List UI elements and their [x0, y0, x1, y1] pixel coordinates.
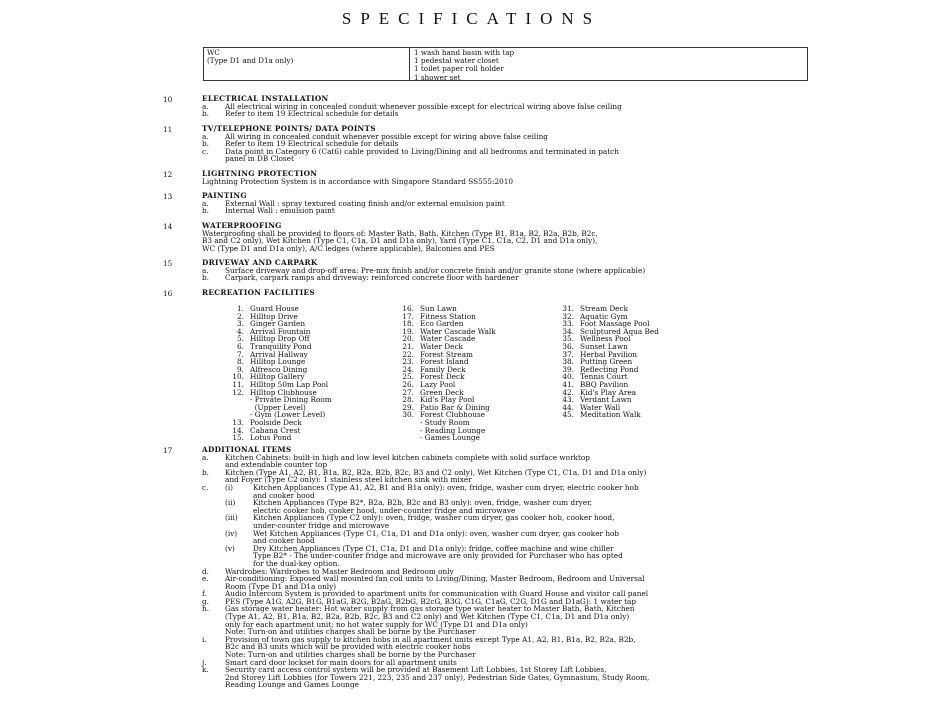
facility-number: 3. [237, 319, 244, 329]
item-sublabel: (i) [225, 482, 234, 492]
facility-number: 8. [237, 357, 244, 367]
item-label [202, 499, 225, 507]
item-text: Air-conditioning: Exposed wall mounted fan coil units to Living/Dining, Master Bedroom, Bedroom and Universal [225, 574, 645, 584]
item-text: Kitchen Appliances (Type C2 only): oven, fridge, washer cum dryer, gas cooker hob, cooker hood, [253, 513, 615, 523]
item-text: Refer to item 19 Electrical schedule for details [225, 139, 399, 149]
table-divider [409, 48, 410, 80]
section-number: 12 [163, 170, 173, 179]
item-sublabel: (ii) [225, 498, 236, 508]
facility-name: Tranquility Pond [250, 341, 312, 351]
facility-name: Alfresco Dining [250, 364, 308, 374]
facility-name: (Upper Level) [250, 402, 306, 412]
facility-name: - Gym (Lower Level) [250, 410, 326, 420]
item-label [202, 681, 225, 689]
facility-name: Arrival Fountain [250, 326, 311, 336]
item-text: Surface driveway and drop-off area: Pre-mix finish and/or concrete finish and/or granite stone (where applicable) [225, 265, 646, 275]
item-label [202, 674, 225, 682]
item-text: (Type A1, A2, B1, B1a, B2, B2a, B2b, B2c, B3 and C2 only) and Wet Kitchen (Type C1, C1a, D1 and D1a only) [225, 612, 630, 622]
facility-number: 18. [402, 319, 414, 329]
item-text: 2nd Storey Lift Lobbies (for Towers 221, 223, 235 and 237 only), Pedestrian Side Gates, Gymnasium, Study Room, [225, 672, 650, 682]
section-number: 16 [163, 289, 173, 298]
facility-name: Hilltop 50m Lap Pool [250, 379, 329, 389]
facility-number: 10. [232, 372, 244, 382]
facility-name: Forest Island [420, 357, 469, 367]
item-label: a. [202, 265, 209, 275]
item-text: Dry Kitchen Appliances (Type C1, C1a, D1 and D1a only): fridge, coffee machine and wine chiller [253, 543, 614, 553]
section-heading: ADDITIONAL ITEMS [202, 445, 292, 454]
facility-name: Water Cascade Walk [420, 326, 496, 336]
facility-number: 17. [402, 311, 414, 321]
item-text: PES (Type A1G, A2G, B1G, B1aG, B2G, B2aG, B2bG, B2cG, B3G, C1G, C1aG, C2G, D1G and D1aG): 1 water tap [225, 596, 637, 606]
item-text: Kitchen Cabinets: built-in high and low level kitchen cabinets complete with solid surface worktop [225, 452, 590, 462]
facility-name: - Reading Lounge [420, 425, 486, 435]
item-text: External Wall : spray textured coating finish and/or external emulsion paint [225, 198, 505, 208]
item-text: Internal Wall : emulsion paint [225, 206, 335, 216]
item-text: Carpark, carpark ramps and driveway: reinforced concrete floor with hardener [225, 273, 519, 283]
facility-name: - Games Lounge [420, 433, 480, 443]
facility-name: Sculptured Aqua Bed [580, 326, 659, 336]
facility-number: 32. [562, 311, 574, 321]
facility-number: 19. [402, 326, 414, 336]
item-text: only for each apartment unit; no hot water supply for WC (Type D1 and D1a only) [225, 619, 528, 629]
facility-name: Lazy Pool [420, 379, 456, 389]
table-cell-text: 1 toilet paper roll holder [414, 64, 504, 74]
facility-name: Water Cascade [420, 334, 476, 344]
item-label: k. [202, 665, 209, 675]
facility-number: 45. [562, 410, 574, 420]
section-waterproofing [202, 222, 802, 252]
section-heading: LIGHTNING PROTECTION [202, 169, 318, 178]
section-number: 14 [163, 222, 173, 231]
item-label: d. [202, 566, 209, 576]
item-label: b. [202, 206, 209, 216]
item-text: Gas storage water heater: Hot water supply from gas storage type water heater to Master Bath, Bath, Kitchen [225, 604, 635, 614]
item-text: Audio Intercom System is provided to apartment units for communication with Guard House and visitor call panel [225, 589, 649, 599]
facility-number: 2. [237, 311, 244, 321]
facility-number: 26. [402, 379, 414, 389]
facility-number: 7. [237, 349, 244, 359]
facility-number: 29. [402, 402, 414, 412]
item-text: B2c and B3 units which will be provided with electric cooker hobs [225, 642, 471, 652]
facility-number: 40. [562, 372, 574, 382]
section-number: 10 [163, 95, 173, 104]
item-text: B3 and C2 only), Wet Kitchen (Type C1, C1a, D1 and D1a only), Yard (Type C1, C1a, C2, D1 and D1a only), [202, 236, 598, 246]
item-label: f. [202, 589, 207, 599]
item-text: electric cooker hob, cooker hood, under-counter fridge and microwave [253, 505, 516, 515]
facility-name: Hilltop Drive [250, 311, 298, 321]
item-label [202, 552, 225, 560]
item-text: Wet Kitchen Appliances (Type C1, C1a, D1 and D1a only): oven, washer cum dryer, gas cooker hob [253, 528, 620, 538]
section-heading: WATERPROOFING [202, 221, 282, 230]
item-label: g. [202, 596, 209, 606]
section-number: 15 [163, 259, 173, 268]
item-text: panel in DB Closet [225, 154, 294, 164]
item-text: Wardrobes: Wardrobes to Master Bedroom and Bedroom only [225, 566, 454, 576]
section-additional-items [202, 446, 802, 689]
facility-number: 22. [402, 349, 414, 359]
item-label: c. [202, 482, 209, 492]
recreation-column-2 [394, 305, 496, 442]
item-text: Waterproofing shall be provided to floors of: Master Bath, Bath, Kitchen (Type B1, B1a, B2, B2a, B2b, B2c, [202, 228, 598, 238]
facility-name: Poolside Deck [250, 417, 302, 427]
facility-item [554, 411, 659, 419]
item-text: and extendable counter top [225, 460, 328, 470]
section-driveway [202, 259, 802, 282]
facility-name: - Study Room [420, 417, 470, 427]
additional-items-list [202, 454, 802, 689]
item-sublabel [225, 552, 253, 560]
item-text: Note: Turn-on and utilities charges shall be borne by the Purchaser [225, 650, 476, 660]
facility-number: 11. [232, 379, 244, 389]
section-heading: RECREATION FACILITIES [202, 288, 315, 297]
table-cell-text: (Type D1 and D1a only) [207, 56, 294, 66]
facility-name: Forest Clubhouse [420, 410, 486, 420]
section-number: 17 [163, 446, 173, 455]
facility-name: Hilltop Clubhouse [250, 387, 317, 397]
facility-number: 43. [562, 395, 574, 405]
facility-name: Hilltop Lounge [250, 357, 306, 367]
facility-name: - Private Dining Room [250, 395, 332, 405]
facility-name: Sun Lawn [420, 304, 457, 313]
item-text: Type B2* - The under-counter fridge and microwave are only provided for Purchaser who has opted [253, 551, 623, 561]
item-label [202, 621, 225, 629]
item-text: Kitchen (Type A1, A2, B1, B1a, B2, B2a, B2b, B2c, B3 and C2 only), Wet Kitchen (Type C1, C1a, D1 and D1a only) [225, 467, 647, 477]
facility-number: 14. [232, 425, 244, 435]
facility-number: 42. [562, 387, 574, 397]
facility-name: Water Wall [580, 402, 621, 412]
facility-number: 23. [402, 357, 414, 367]
item-text: under-counter fridge and microwave [253, 520, 390, 530]
item-label [202, 522, 225, 530]
section-heading: PAINTING [202, 191, 247, 200]
facility-name: Stream Deck [580, 304, 629, 313]
item-label: h. [202, 604, 210, 614]
facility-name: Kid's Play Pool [420, 395, 475, 405]
table-cell-text: WC [207, 48, 220, 57]
section-painting [202, 192, 802, 215]
table-cell-text: 1 pedestal water closet [414, 56, 499, 66]
facility-number: 1. [237, 304, 244, 313]
item-text: Security card access control system will be provided at Basement Lift Lobbies, 1st Storey Lift Lobbies, [225, 665, 607, 675]
facility-item [224, 434, 332, 442]
item-text: Reading Lounge and Games Lounge [225, 680, 359, 690]
facility-name: Patio Bar & Dining [420, 402, 490, 412]
facility-number: 25. [402, 372, 414, 382]
facility-number: 34. [562, 326, 574, 336]
section-tv-telephone [202, 125, 802, 163]
facility-number: 20. [402, 334, 414, 344]
facility-name: Forest Stream [420, 349, 473, 359]
facility-number: 13. [232, 417, 244, 427]
facility-name: Lotus Pond [250, 433, 292, 443]
item-label: b. [202, 467, 209, 477]
table-cell-text: 1 shower set [414, 72, 461, 82]
item-label: c. [202, 146, 209, 156]
section-lightning [202, 170, 802, 185]
item-text: WC (Type D1 and D1a only), A/C ledges (where applicable), Balconies and PES [202, 243, 495, 253]
item-label [202, 492, 225, 500]
recreation-column-3 [554, 305, 659, 419]
item-sublabel: (v) [225, 543, 235, 553]
facility-name: Forest Deck [420, 372, 465, 382]
facility-number: 12. [232, 387, 244, 397]
facility-number: 27. [402, 387, 414, 397]
facility-number: 21. [402, 341, 414, 351]
item-label [202, 514, 225, 522]
table-right-cell [414, 49, 514, 82]
section-electrical [202, 95, 802, 118]
item-text: Refer to item 19 Electrical schedule for details [225, 109, 399, 119]
facility-name: Meditation Walk [580, 410, 641, 420]
facility-number: 4. [237, 326, 244, 336]
facility-number: 28. [402, 395, 414, 405]
facility-name: Aquatic Gym [580, 311, 628, 321]
wc-spec-table [203, 47, 808, 81]
item-text: Data point in Category 6 (Cat6) cable provided to Living/Dining and all bedrooms and terminated in patch [225, 146, 619, 156]
facility-name: Kid's Play Area [580, 387, 636, 397]
recreation-column-1 [224, 305, 332, 442]
facility-name: Sunset Lawn [580, 341, 628, 351]
item-text: All electrical wiring in concealed conduit whenever possible except for electrical wiring above false ceiling [225, 101, 622, 111]
facility-name: Green Deck [420, 387, 464, 397]
item-label: i. [202, 634, 207, 644]
facility-name: Putting Green [580, 357, 633, 367]
facility-name: Tennis Court [580, 372, 628, 382]
facility-number: 35. [562, 334, 574, 344]
item-text: and Foyer (Type C2 only): 1 stainless steel kitchen sink with mixer [225, 475, 472, 485]
facility-name: Arrival Hallway [250, 349, 308, 359]
item-label: j. [202, 657, 207, 667]
item-text: for the dual-key option. [253, 558, 340, 568]
facility-name: Reflecting Pond [580, 364, 639, 374]
facility-name: Family Deck [420, 364, 466, 374]
section-heading: TV/TELEPHONE POINTS/ DATA POINTS [202, 124, 376, 133]
facility-number: 5. [237, 334, 244, 344]
facility-number: 9. [237, 364, 244, 374]
item-label: a. [202, 198, 209, 208]
page-title: SPECIFICATIONS [341, 9, 602, 28]
facility-item [394, 434, 496, 442]
facility-name: Fitness Station [420, 311, 476, 321]
facility-number: 30. [402, 410, 414, 420]
item-text: Provision of town gas supply to kitchen hobs in all apartment units except Type A1, A2, B1, B1a, B2, B2a, B2b, [225, 634, 636, 644]
section-recreation [202, 289, 802, 297]
item-text: Note: Turn-on and utilities charges shall be borne by the Purchaser [225, 627, 476, 637]
facility-name: Hilltop Gallery [250, 372, 305, 382]
facility-name: Herbal Pavilion [580, 349, 637, 359]
facility-name: Verdant Lawn [580, 395, 632, 405]
facility-number: 41. [562, 379, 574, 389]
facility-number: 37. [562, 349, 574, 359]
item-label: b. [202, 139, 209, 149]
section-heading: ELECTRICAL INSTALLATION [202, 94, 329, 103]
item-text: Lightning Protection System is in accordance with Singapore Standard SS555:2010 [202, 176, 514, 186]
item-sublabel: (iv) [225, 528, 238, 538]
item-sublabel: (iii) [225, 513, 238, 523]
item-text: and cooker hood [253, 536, 315, 546]
facility-number: 24. [402, 364, 414, 374]
facility-name: Eco Garden [420, 319, 464, 329]
facility-name: Guard House [250, 304, 299, 313]
item-label [202, 613, 225, 621]
facility-name: BBQ Pavilion [580, 379, 629, 389]
facility-number: 44. [562, 402, 574, 412]
item-label [202, 507, 225, 515]
item-text: and cooker hood [253, 490, 315, 500]
item-label: a. [202, 452, 209, 462]
section-heading: DRIVEWAY AND CARPARK [202, 258, 318, 267]
section-number: 13 [163, 192, 173, 201]
item-text: Room (Type D1 and D1a only) [225, 581, 337, 591]
facility-name: Cabana Crest [250, 425, 301, 435]
item-label [202, 530, 225, 538]
table-left-cell [207, 49, 293, 65]
item-label [202, 545, 225, 553]
item-label: e. [202, 574, 209, 584]
table-cell-text: 1 wash hand basin with tap [414, 48, 515, 57]
item-text: Smart card door lockset for main doors for all apartment units [225, 657, 457, 667]
facility-number: 31. [562, 304, 574, 313]
item-label [202, 643, 225, 651]
facility-number: 6. [237, 341, 244, 351]
facility-number: 38. [562, 357, 574, 367]
item-label: a. [202, 131, 209, 141]
item-text: All wiring in concealed conduit whenever possible except for wiring above false ceiling [225, 131, 548, 141]
facility-number: 33. [562, 319, 574, 329]
facility-name: Ginger Garden [250, 319, 306, 329]
item-text: Kitchen Appliances (Type A1, A2, B1 and B1a only): oven, fridge, washer cum dryer, electric cooker hob [253, 482, 639, 492]
facility-number: 15. [232, 433, 244, 443]
item-label: a. [202, 101, 209, 111]
facility-name: Water Deck [420, 341, 463, 351]
list-item [202, 681, 802, 689]
item-label: b. [202, 273, 209, 283]
facility-number: 16. [402, 304, 414, 313]
facility-name: Foot Massage Pool [580, 319, 650, 329]
facility-name: Hilltop Drop Off [250, 334, 310, 344]
facility-name: Wellness Pool [580, 334, 631, 344]
facility-number: 39. [562, 364, 574, 374]
facility-number: 36. [562, 341, 574, 351]
item-text: Kitchen Appliances (Type B2*, B2a, B2b, B2c and B3 only): oven, fridge, washer cum dryer, [253, 498, 593, 508]
item-label [202, 537, 225, 545]
item-label: b. [202, 109, 209, 119]
section-number: 11 [163, 125, 173, 134]
